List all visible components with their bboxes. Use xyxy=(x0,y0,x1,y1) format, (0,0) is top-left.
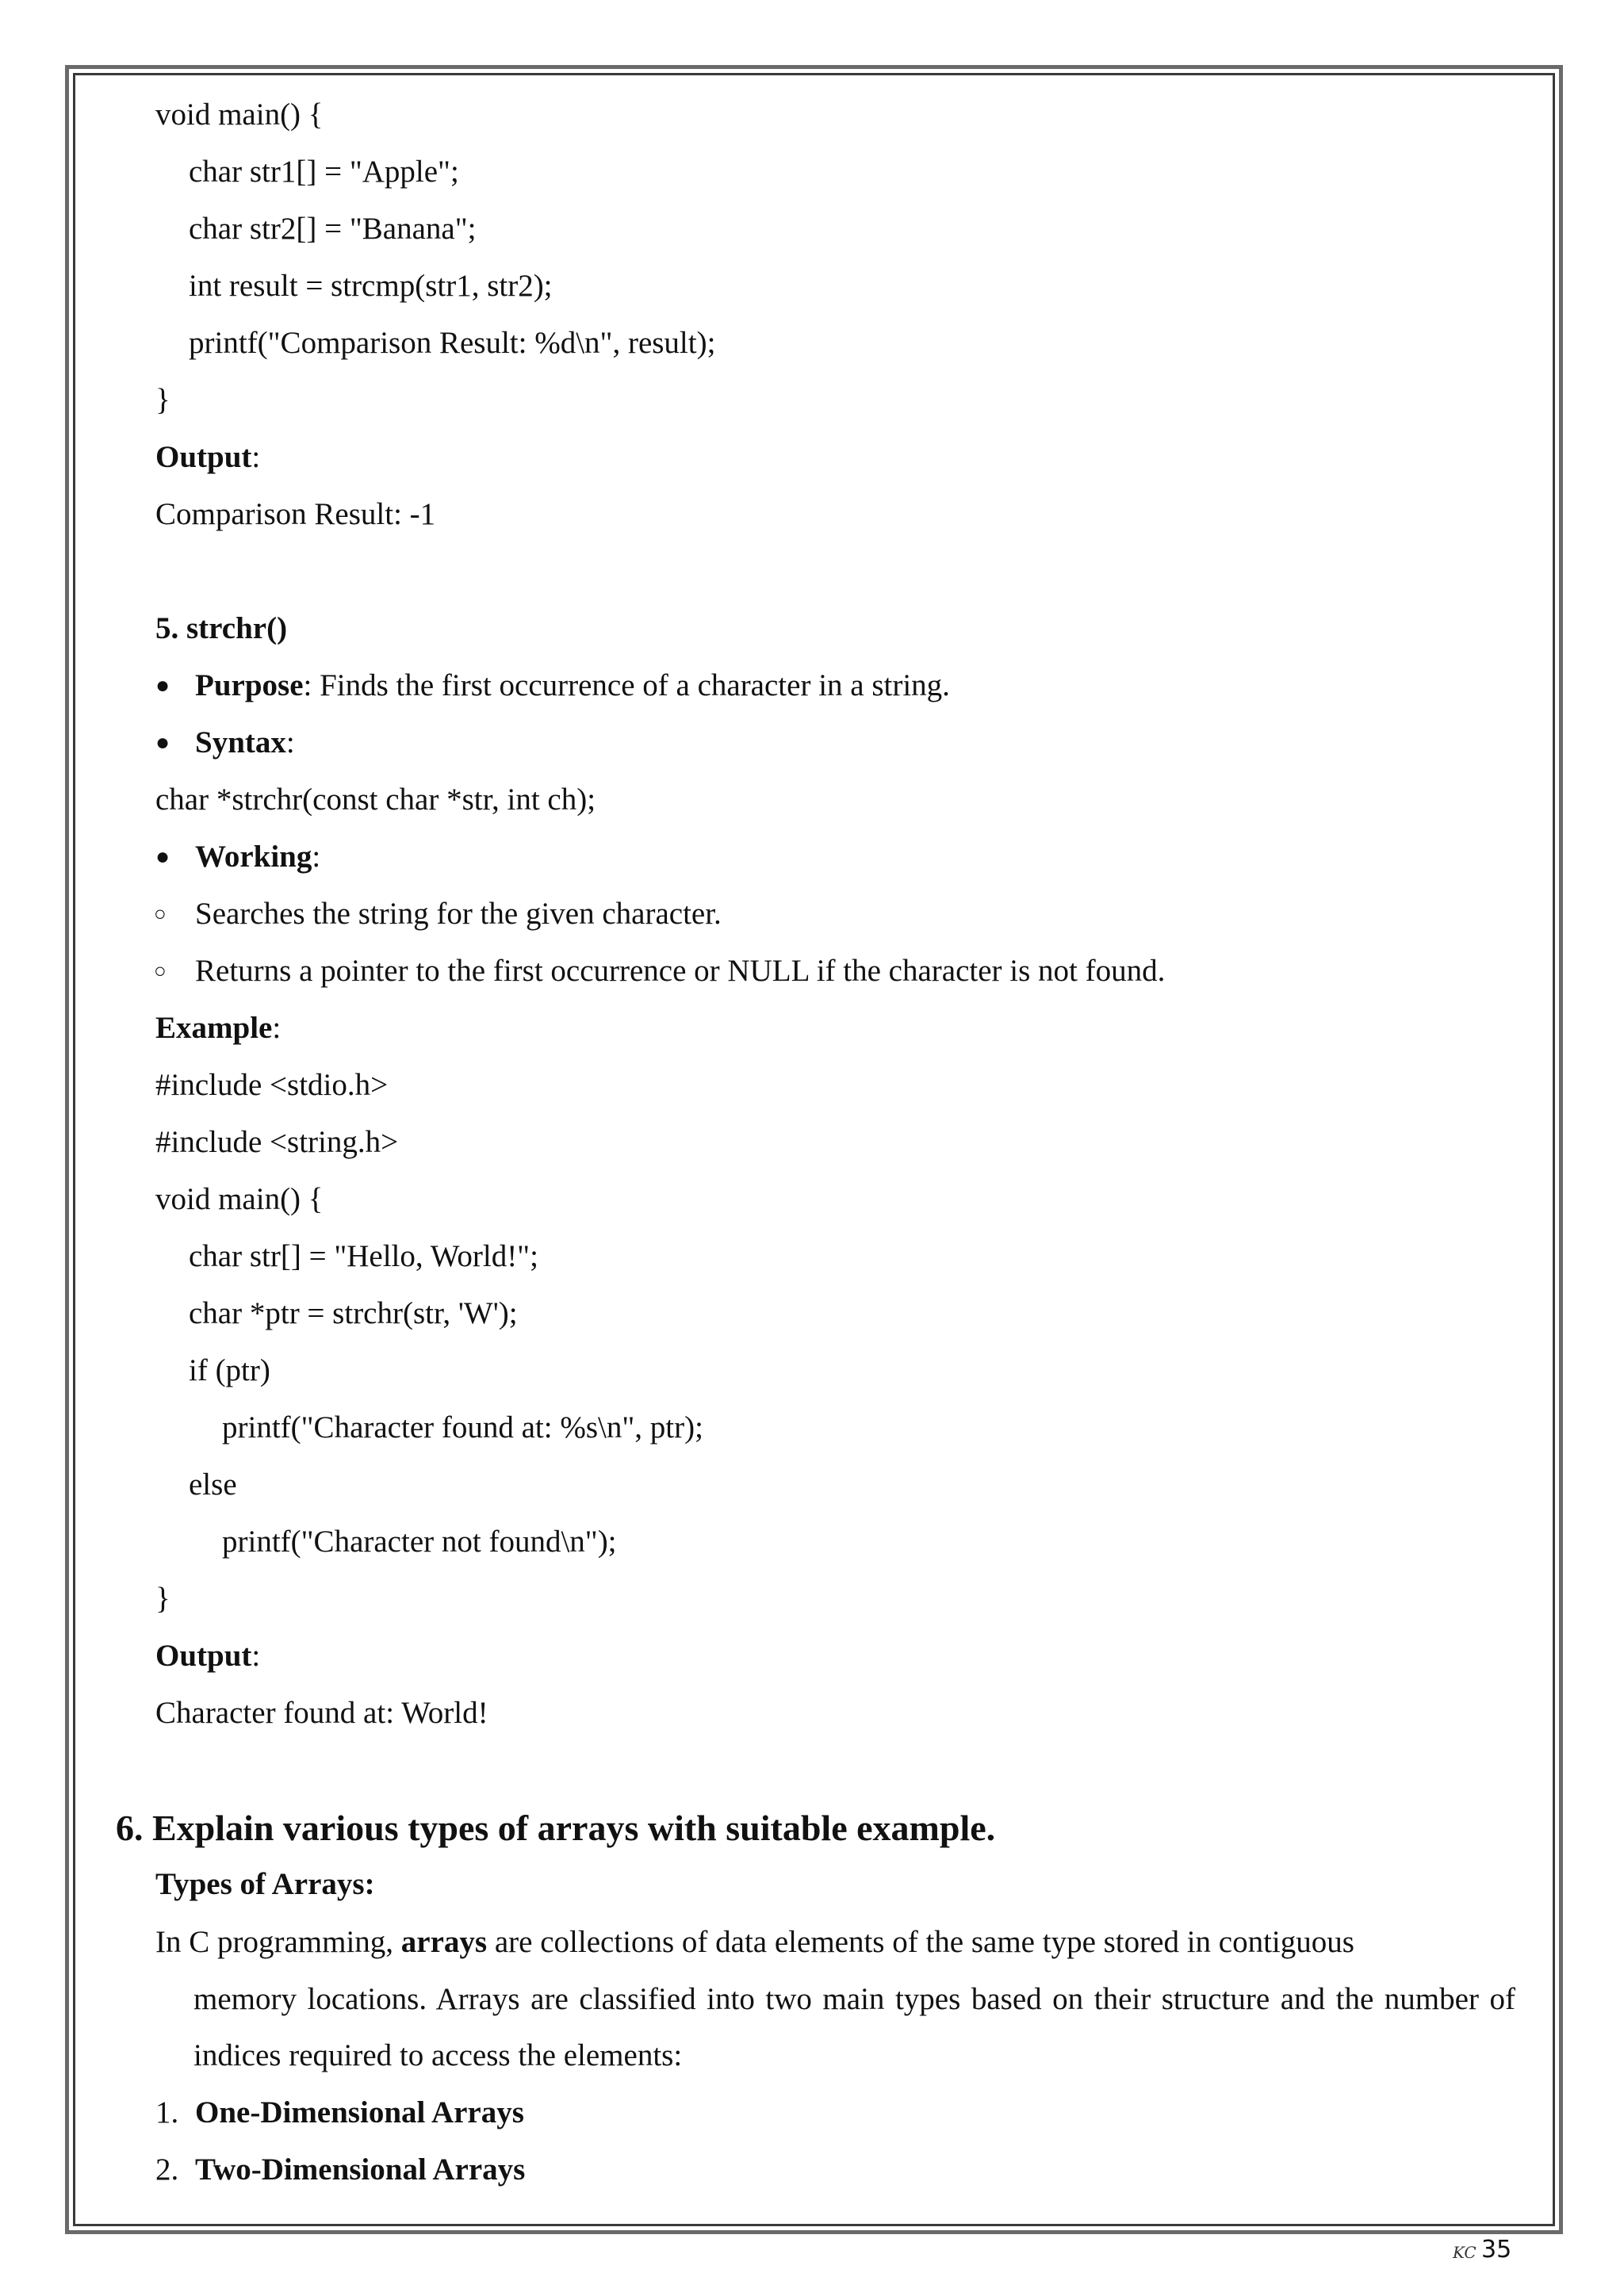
code-line: void main() { xyxy=(155,1182,324,1216)
working-item: Returns a pointer to the first occurrence or NULL if the character is not found. xyxy=(195,954,1166,988)
code-line: else xyxy=(189,1468,237,1502)
purpose-line xyxy=(195,666,950,706)
code-line: int result = strcmp(str1, str2); xyxy=(189,269,553,303)
question-heading: 6. Explain various types of arrays with suitable example. xyxy=(116,1808,996,1848)
code-line: } xyxy=(155,1582,170,1616)
code-line: char str[] = "Hello, World!"; xyxy=(189,1239,538,1273)
bullet-icon: ● xyxy=(155,844,170,870)
working-line: Working: xyxy=(195,840,321,874)
syntax-label: Syntax xyxy=(195,725,286,760)
section-heading: 5. strchr() xyxy=(155,611,288,645)
purpose-text: : Finds the first occurrence of a character in a string. xyxy=(303,668,950,702)
syntax-line: Syntax: xyxy=(195,725,295,760)
code-line: printf("Comparison Result: %d\n", result); xyxy=(189,326,716,360)
array-type-item: One-Dimensional Arrays xyxy=(195,2095,524,2130)
code-line: printf("Character found at: %s\n", ptr); xyxy=(222,1410,703,1445)
output-label: Output xyxy=(155,1639,252,1673)
types-paragraph xyxy=(155,1914,1515,2084)
code-line: #include <stdio.h> xyxy=(155,1068,389,1102)
list-number: 1. xyxy=(155,2095,179,2130)
para-pre: In C programming, xyxy=(155,1925,401,1959)
output-text: Comparison Result: -1 xyxy=(155,497,436,531)
code-line: char str2[] = "Banana"; xyxy=(189,212,477,246)
bullet-icon: ● xyxy=(155,729,170,756)
array-type-item: Two-Dimensional Arrays xyxy=(195,2152,526,2187)
code-line: printf("Character not found\n"); xyxy=(222,1525,617,1559)
code-line: char *ptr = strchr(str, 'W'); xyxy=(189,1296,518,1330)
page-number: 35 xyxy=(1481,2236,1512,2263)
working-item: Searches the string for the given character. xyxy=(195,897,722,931)
para-continuation: memory locations. Arrays are classified into two main types based on their structure and the number of indices required to access the elements: xyxy=(193,1981,1515,2072)
output-text: Character found at: World! xyxy=(155,1696,488,1730)
output-heading: Output: xyxy=(155,1639,261,1673)
output-label: Output xyxy=(155,440,252,474)
code-line: #include <string.h> xyxy=(155,1125,399,1159)
bullet-icon: ● xyxy=(155,672,170,698)
kc-logo-icon xyxy=(1451,2239,1481,2263)
para-bold: arrays xyxy=(400,1925,488,1959)
types-subheading: Types of Arrays: xyxy=(155,1867,375,1901)
code-line: void main() { xyxy=(155,98,324,132)
example-label: Example xyxy=(155,1011,273,1045)
output-heading: Output: xyxy=(155,440,261,474)
code-line: } xyxy=(155,383,170,417)
circle-bullet-icon: ○ xyxy=(154,902,167,925)
purpose-label: Purpose xyxy=(195,668,304,702)
code-line: if (ptr) xyxy=(189,1353,270,1387)
working-label: Working xyxy=(195,840,312,874)
circle-bullet-icon: ○ xyxy=(154,959,167,982)
code-line: char str1[] = "Apple"; xyxy=(189,155,459,189)
svg-text:KC: KC xyxy=(1453,2243,1477,2262)
example-heading: Example: xyxy=(155,1011,282,1045)
para-post: are collections of data elements of the same type stored in contiguous xyxy=(487,1925,1354,1959)
syntax-code: char *strchr(const char *str, int ch); xyxy=(155,783,596,817)
list-number: 2. xyxy=(155,2152,179,2187)
